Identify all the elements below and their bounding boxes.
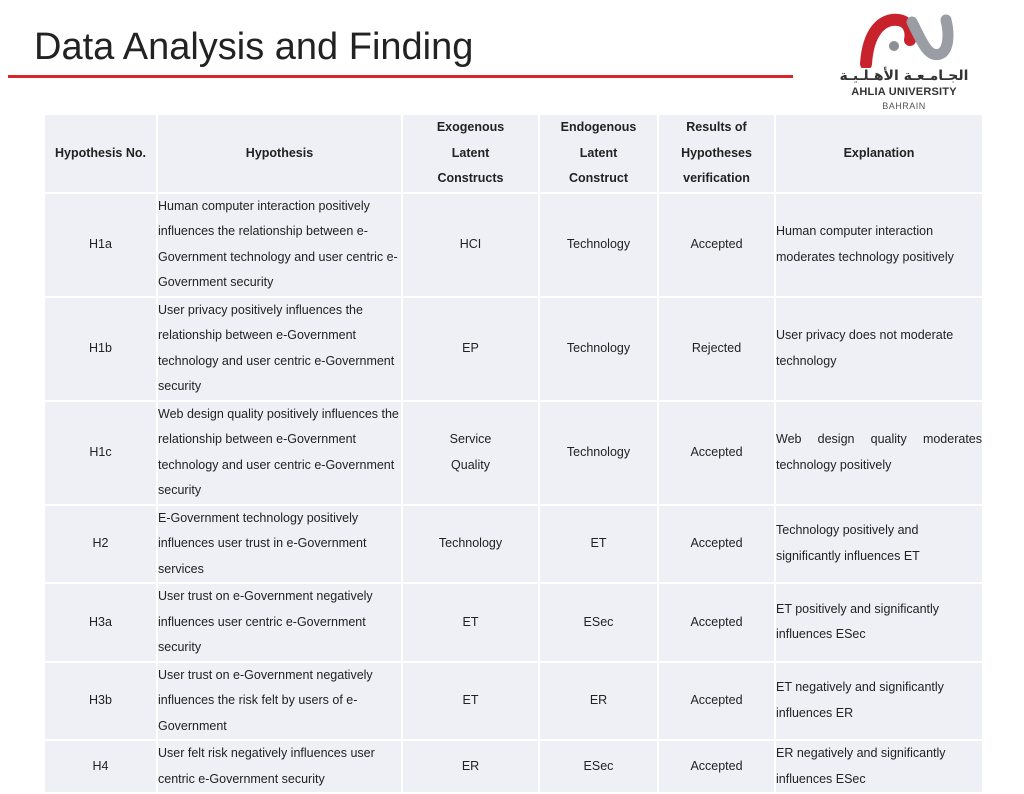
hypothesis-text: User trust on e-Government negatively influences the risk felt by users of e-Government <box>157 662 402 741</box>
hypothesis-no: H1a <box>44 193 157 297</box>
hypothesis-no: H2 <box>44 505 157 584</box>
explanation-text: User privacy does not moderate technology <box>775 297 983 401</box>
table-row <box>44 662 983 741</box>
header-endogenous-line: Construct <box>568 171 629 185</box>
hypothesis-no: H1c <box>44 401 157 505</box>
title-underline <box>8 75 793 78</box>
result-status: Accepted <box>658 583 775 662</box>
header-exogenous-line: Latent <box>451 145 490 160</box>
exogenous-construct: EP <box>402 297 539 401</box>
header-results-line: Hypotheses <box>681 145 752 160</box>
explanation-text: ET positively and significantly influences ESec <box>775 583 983 662</box>
table-header-row <box>44 114 983 193</box>
exogenous-construct: Technology <box>402 505 539 584</box>
endogenous-construct: Technology <box>539 401 658 505</box>
table-row <box>44 193 983 297</box>
university-logo <box>838 12 970 114</box>
result-status: Accepted <box>658 401 775 505</box>
slide-title: Data Analysis and Finding <box>34 26 474 68</box>
table-row <box>44 505 983 584</box>
explanation-text: ER negatively and significantly influences ESec <box>775 740 983 793</box>
table-row <box>44 740 983 793</box>
hypothesis-text: User privacy positively influences the relationship between e-Government technology and user centric e-Government security <box>157 297 402 401</box>
exogenous-construct: ER <box>402 740 539 793</box>
header-exogenous <box>402 114 539 193</box>
hypotheses-table <box>43 113 984 794</box>
explanation-text: ET negatively and significantly influences ER <box>775 662 983 741</box>
hypothesis-text: Human computer interaction positively influences the relationship between e-Government technology and user centric e-Government security <box>157 193 402 297</box>
header-hypothesis: Hypothesis <box>157 114 402 193</box>
result-status: Rejected <box>658 297 775 401</box>
endogenous-construct: Technology <box>539 193 658 297</box>
hypothesis-text: Web design quality positively influences the relationship between e-Government technology and user centric e-Government security <box>157 401 402 505</box>
exogenous-construct: Service Quality <box>402 401 539 505</box>
endogenous-construct: ET <box>539 505 658 584</box>
logo-arabic-name: الجـامـعـة الأهـلـيـة <box>839 68 969 84</box>
header-results <box>658 114 775 193</box>
logo-english-name: AHLIA UNIVERSITY <box>851 86 957 98</box>
hypothesis-text: User felt risk negatively influences user centric e-Government security <box>157 740 402 793</box>
exogenous-construct: ET <box>402 583 539 662</box>
header-endogenous-line: Latent <box>579 145 618 160</box>
header-exogenous-line: Constructs <box>437 171 504 185</box>
explanation-text: Human computer interaction moderates technology positively <box>775 193 983 297</box>
header-endogenous-line: Endogenous <box>560 120 637 134</box>
table-row <box>44 401 983 505</box>
hypothesis-no: H3a <box>44 583 157 662</box>
logo-mark-icon <box>838 12 970 68</box>
header-explanation: Explanation <box>775 114 983 193</box>
endogenous-construct: ER <box>539 662 658 741</box>
header-results-line: verification <box>683 171 750 185</box>
endogenous-construct: Technology <box>539 297 658 401</box>
table-row <box>44 583 983 662</box>
hypothesis-no: H1b <box>44 297 157 401</box>
hypothesis-text: E-Government technology positively influences user trust in e-Government services <box>157 505 402 584</box>
hypothesis-no: H3b <box>44 662 157 741</box>
table-row <box>44 297 983 401</box>
explanation-text: Web design quality moderates technology positively <box>775 401 983 505</box>
hypothesis-no: H4 <box>44 740 157 793</box>
result-status: Accepted <box>658 505 775 584</box>
header-exogenous-line: Exogenous <box>436 120 505 134</box>
hypothesis-text: User trust on e-Government negatively influences user centric e-Government security <box>157 583 402 662</box>
result-status: Accepted <box>658 740 775 793</box>
header-endogenous <box>539 114 658 193</box>
result-status: Accepted <box>658 662 775 741</box>
header-hypothesis-no: Hypothesis No. <box>44 114 157 193</box>
exogenous-construct: HCI <box>402 193 539 297</box>
logo-location: BAHRAIN <box>882 101 926 111</box>
explanation-text: Technology positively and significantly influences ET <box>775 505 983 584</box>
result-status: Accepted <box>658 193 775 297</box>
exogenous-construct: ET <box>402 662 539 741</box>
header-results-line: Results of <box>686 120 747 134</box>
endogenous-construct: ESec <box>539 740 658 793</box>
endogenous-construct: ESec <box>539 583 658 662</box>
